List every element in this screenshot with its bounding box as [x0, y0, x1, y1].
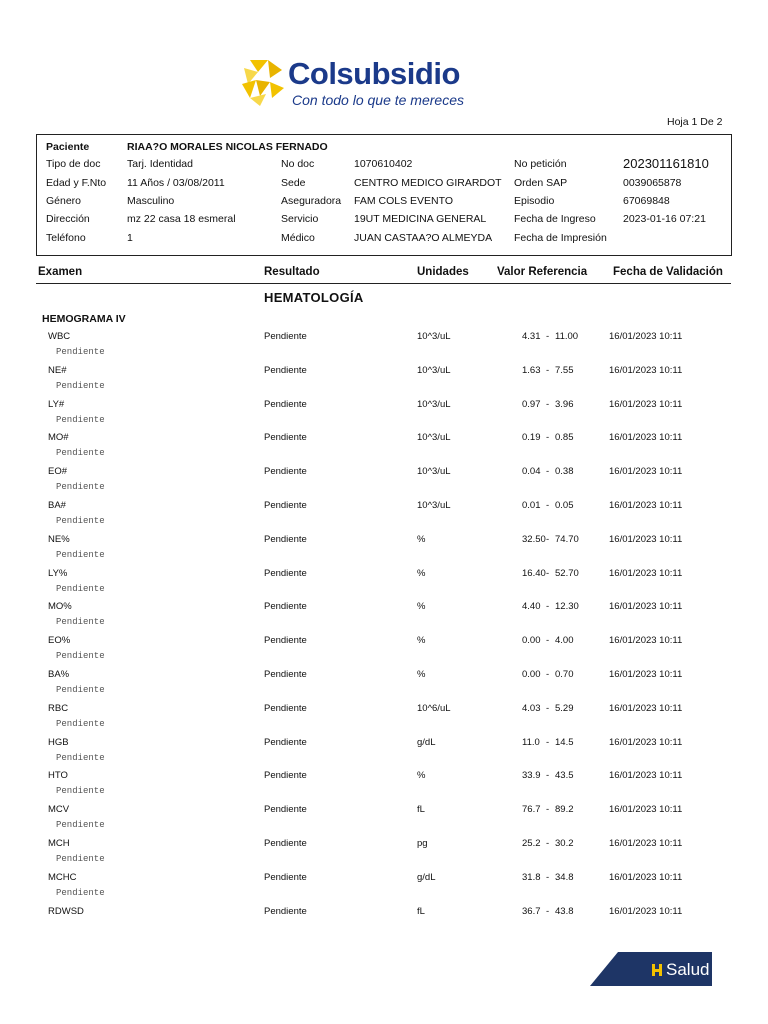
reference-separator: - — [546, 635, 550, 647]
exam-name: MCHC — [48, 871, 77, 883]
row-status-note: Pendiente — [56, 752, 105, 763]
right-field-value: 2023-01-16 07:21 — [623, 213, 706, 225]
reference-separator: - — [546, 736, 550, 748]
left-field-value: 1 — [127, 232, 133, 244]
table-row — [0, 500, 768, 534]
validation-date: 16/01/2023 10:11 — [609, 702, 683, 714]
result-value: Pendiente — [264, 669, 307, 680]
table-row — [0, 669, 768, 703]
reference-separator: - — [546, 466, 550, 478]
result-value: Pendiente — [264, 331, 307, 342]
middle-field-label: Servicio — [281, 213, 319, 225]
middle-field-label: Médico — [281, 232, 315, 244]
row-status-note: Pendiente — [56, 651, 105, 662]
unit-value: 10^6/uL — [417, 702, 451, 714]
exam-name: EO# — [48, 466, 68, 478]
validation-date: 16/01/2023 10:11 — [609, 804, 683, 816]
exam-name: LY% — [48, 567, 68, 579]
result-value: Pendiente — [264, 432, 307, 444]
reference-separator: - — [546, 669, 550, 680]
reference-separator: - — [546, 838, 550, 849]
right-field-label: Fecha de Impresión — [514, 232, 607, 244]
right-field-value: 67069848 — [623, 195, 670, 207]
reference-separator: - — [546, 398, 550, 410]
col-header-validation-date: Fecha de Validación — [613, 266, 723, 278]
reference-low: 0.00 — [522, 635, 541, 647]
reference-separator: - — [546, 331, 550, 342]
validation-date: 16/01/2023 10:11 — [609, 500, 683, 511]
unit-value: fL — [417, 905, 425, 917]
right-field-label: Orden SAP — [514, 177, 568, 189]
reference-low: 0.00 — [522, 669, 541, 680]
middle-field-label: Aseguradora — [281, 195, 342, 207]
row-status-note: Pendiente — [56, 516, 105, 526]
header-divider — [36, 283, 731, 284]
result-value: Pendiente — [264, 804, 307, 816]
result-value: Pendiente — [264, 601, 307, 613]
row-status-note: Pendiente — [56, 414, 105, 425]
left-field-value: 11 Años / 03/08/2011 — [127, 177, 225, 189]
left-field-value: mz 22 casa 18 esmeral — [127, 213, 236, 225]
reference-low: 25.2 — [522, 838, 541, 849]
reference-high: 11.00 — [555, 331, 579, 342]
unit-value: g/dL — [417, 736, 436, 748]
unit-value: 10^3/uL — [417, 364, 451, 376]
row-status-note: Pendiente — [56, 887, 105, 898]
reference-high: 3.96 — [555, 398, 574, 410]
colsubsidio-mark-icon — [240, 58, 286, 106]
table-row — [0, 804, 768, 838]
middle-field-value: JUAN CASTAA?O ALMEYDA — [354, 232, 493, 244]
reference-low: 76.7 — [522, 804, 541, 816]
table-row — [0, 770, 768, 804]
reference-high: 5.29 — [555, 702, 574, 714]
reference-high: 14.5 — [555, 736, 574, 748]
patient-label: Paciente — [46, 141, 90, 153]
left-field-value: Masculino — [127, 195, 175, 207]
result-value: Pendiente — [264, 364, 307, 376]
reference-separator: - — [546, 804, 550, 816]
unit-value: % — [417, 601, 426, 613]
exam-name: RDWSD — [48, 905, 84, 917]
exam-name: RBC — [48, 702, 69, 714]
row-status-note: Pendiente — [56, 482, 105, 493]
reference-low: 33.9 — [522, 770, 541, 782]
reference-separator: - — [546, 871, 550, 883]
table-row — [0, 872, 768, 906]
middle-field-value: CENTRO MEDICO GIRARDOT — [354, 177, 502, 189]
result-value: Pendiente — [264, 702, 307, 714]
reference-high: 0.85 — [555, 432, 574, 444]
row-status-note: Pendiente — [56, 583, 105, 594]
validation-date: 16/01/2023 10:11 — [609, 533, 683, 545]
reference-low: 0.97 — [522, 398, 541, 410]
reference-low: 0.19 — [522, 432, 541, 444]
result-value: Pendiente — [264, 905, 307, 917]
reference-high: 43.8 — [555, 905, 574, 917]
exam-name: EO% — [48, 635, 71, 647]
exam-name: HTO — [48, 770, 68, 782]
unit-value: 10^3/uL — [417, 500, 451, 511]
unit-value: % — [417, 635, 426, 647]
reference-high: 89.2 — [555, 804, 574, 816]
row-status-note: Pendiente — [56, 786, 105, 797]
reference-separator: - — [546, 905, 550, 917]
colsubsidio-logo — [240, 56, 500, 112]
reference-high: 34.8 — [555, 871, 574, 883]
middle-field-value: 19UT MEDICINA GENERAL — [354, 213, 487, 225]
reference-low: 31.8 — [522, 871, 541, 883]
validation-date: 16/01/2023 10:11 — [609, 669, 683, 680]
salud-footer-logo — [590, 950, 714, 991]
unit-value: 10^3/uL — [417, 398, 451, 410]
validation-date: 16/01/2023 10:11 — [609, 770, 683, 782]
col-header-exam: Examen — [38, 266, 83, 278]
reference-separator: - — [546, 770, 550, 782]
reference-separator: - — [546, 364, 550, 376]
middle-field-label: Sede — [281, 177, 306, 189]
table-row — [0, 432, 768, 466]
table-row — [0, 737, 768, 771]
row-status-note: Pendiente — [56, 854, 105, 864]
col-header-result: Resultado — [264, 266, 320, 278]
table-row — [0, 601, 768, 635]
unit-value: 10^3/uL — [417, 466, 451, 478]
row-status-note: Pendiente — [56, 617, 105, 628]
unit-value: pg — [417, 838, 428, 849]
validation-date: 16/01/2023 10:11 — [609, 871, 683, 883]
unit-value: % — [417, 669, 426, 680]
unit-value: % — [417, 567, 426, 579]
exam-name: MCH — [48, 838, 70, 849]
exam-name: MO% — [48, 601, 72, 613]
result-value: Pendiente — [264, 736, 307, 748]
table-row — [0, 703, 768, 737]
validation-date: 16/01/2023 10:11 — [609, 905, 683, 917]
reference-high: 52.70 — [555, 567, 579, 579]
row-status-note: Pendiente — [56, 448, 105, 459]
reference-high: 0.70 — [555, 669, 574, 680]
col-header-reference: Valor Referencia — [497, 266, 588, 278]
table-row — [0, 838, 768, 872]
row-status-note: Pendiente — [56, 549, 105, 560]
reference-low: 4.31 — [522, 331, 541, 342]
exam-name: NE# — [48, 364, 67, 376]
exam-name: NE% — [48, 533, 70, 545]
result-value: Pendiente — [264, 838, 307, 849]
result-value: Pendiente — [264, 466, 307, 478]
exam-name: WBC — [48, 331, 71, 342]
result-value: Pendiente — [264, 398, 307, 410]
reference-separator: - — [546, 500, 550, 511]
row-status-note: Pendiente — [56, 347, 105, 357]
table-row — [0, 365, 768, 399]
reference-high: 0.38 — [555, 466, 574, 478]
reference-low: 16.40 — [522, 567, 546, 579]
result-value: Pendiente — [264, 635, 307, 647]
table-row — [0, 906, 768, 940]
left-field-label: Género — [46, 195, 82, 207]
left-field-label: Teléfono — [46, 232, 86, 244]
left-field-label: Dirección — [46, 213, 90, 225]
reference-high: 4.00 — [555, 635, 574, 647]
unit-value: fL — [417, 804, 425, 816]
reference-high: 30.2 — [555, 838, 574, 849]
table-row — [0, 331, 768, 365]
reference-separator: - — [546, 601, 550, 613]
exam-name: BA# — [48, 500, 66, 511]
row-status-note: Pendiente — [56, 718, 105, 729]
reference-separator: - — [546, 702, 550, 714]
unit-value: g/dL — [417, 871, 436, 883]
reference-separator: - — [546, 432, 550, 444]
reference-low: 4.03 — [522, 702, 541, 714]
row-status-note: Pendiente — [56, 685, 105, 695]
reference-high: 12.30 — [555, 601, 579, 613]
middle-field-value: 1070610402 — [354, 158, 413, 170]
col-header-units: Unidades — [417, 266, 469, 278]
right-field-label: Episodio — [514, 195, 555, 207]
validation-date: 16/01/2023 10:11 — [609, 838, 683, 849]
reference-low: 32.50 — [522, 533, 546, 545]
validation-date: 16/01/2023 10:11 — [609, 736, 683, 748]
validation-date: 16/01/2023 10:11 — [609, 635, 683, 647]
brand-name: Colsubsidio — [288, 56, 460, 91]
section-title: HEMATOLOGÍA — [264, 290, 364, 305]
right-field-label: Fecha de Ingreso — [514, 213, 596, 225]
reference-low: 0.04 — [522, 466, 541, 478]
exam-name: LY# — [48, 398, 65, 410]
unit-value: 10^3/uL — [417, 432, 451, 444]
right-field-label: No petición — [514, 158, 567, 170]
reference-high: 43.5 — [555, 770, 574, 782]
result-value: Pendiente — [264, 533, 307, 545]
unit-value: % — [417, 770, 426, 782]
row-status-note: Pendiente — [56, 380, 105, 391]
validation-date: 16/01/2023 10:11 — [609, 567, 683, 579]
validation-date: 16/01/2023 10:11 — [609, 601, 683, 613]
brand-tagline: Con todo lo que te mereces — [292, 92, 464, 108]
patient-name: RIAA?O MORALES NICOLAS FERNADO — [127, 141, 328, 153]
result-value: Pendiente — [264, 567, 307, 579]
reference-low: 4.40 — [522, 601, 541, 613]
reference-separator: - — [546, 567, 550, 579]
result-value: Pendiente — [264, 770, 307, 782]
unit-value: 10^3/uL — [417, 331, 451, 342]
left-field-label: Tipo de doc — [46, 158, 101, 170]
left-field-value: Tarj. Identidad — [127, 158, 193, 170]
right-field-value: 202301161810 — [623, 156, 709, 171]
right-field-value: 0039065878 — [623, 177, 682, 189]
validation-date: 16/01/2023 10:11 — [609, 466, 683, 478]
reference-low: 0.01 — [522, 500, 541, 511]
group-title: HEMOGRAMA IV — [42, 313, 126, 325]
validation-date: 16/01/2023 10:11 — [609, 331, 683, 342]
exam-name: MCV — [48, 804, 70, 816]
reference-low: 11.0 — [522, 736, 540, 748]
reference-high: 0.05 — [555, 500, 574, 511]
left-field-label: Edad y F.Nto — [46, 177, 107, 189]
table-row — [0, 635, 768, 669]
exam-name: MO# — [48, 432, 69, 444]
exam-name: BA% — [48, 669, 70, 680]
table-row — [0, 399, 768, 433]
result-value: Pendiente — [264, 500, 307, 511]
exam-name: HGB — [48, 736, 69, 748]
reference-high: 74.70 — [555, 533, 579, 545]
validation-date: 16/01/2023 10:11 — [609, 432, 683, 444]
unit-value: % — [417, 533, 426, 545]
reference-low: 1.63 — [522, 364, 541, 376]
middle-field-value: FAM COLS EVENTO — [354, 195, 453, 207]
reference-separator: - — [546, 533, 550, 545]
table-row — [0, 534, 768, 568]
table-row — [0, 568, 768, 602]
middle-field-label: No doc — [281, 158, 315, 170]
reference-low: 36.7 — [522, 905, 541, 917]
validation-date: 16/01/2023 10:11 — [609, 398, 683, 410]
salud-label: Salud — [666, 960, 710, 979]
validation-date: 16/01/2023 10:11 — [609, 364, 683, 376]
table-row — [0, 466, 768, 500]
page-indicator: Hoja 1 De 2 — [667, 116, 723, 128]
reference-high: 7.55 — [555, 364, 574, 376]
row-status-note: Pendiente — [56, 820, 105, 831]
result-value: Pendiente — [264, 871, 307, 883]
